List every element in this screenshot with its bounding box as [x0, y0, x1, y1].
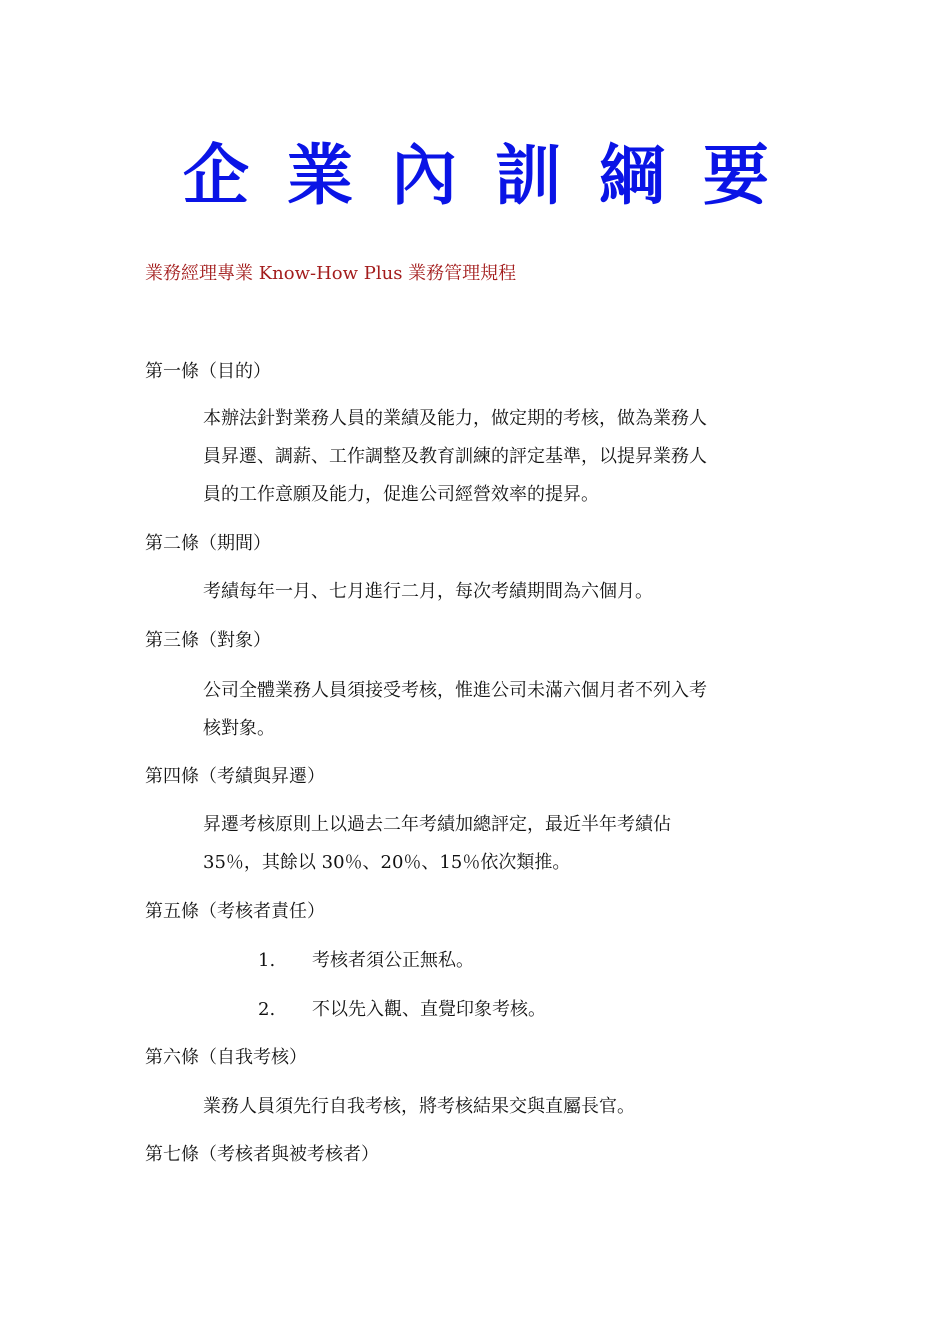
list-number: 1.	[258, 950, 276, 971]
article-body	[203, 1088, 748, 1126]
body-line: 核對象。	[203, 718, 275, 739]
body-line: 昇遷考核原則上以過去二年考績加總評定，最近半年考績佔	[203, 814, 671, 835]
list-text: 不以先入觀、直覺印象考核。	[312, 999, 546, 1020]
list-number: 2.	[258, 999, 276, 1020]
article-heading: 第六條（自我考核）	[145, 1047, 307, 1068]
body-line: 公司全體業務人員須接受考核，惟進公司未滿六個月者不列入考	[203, 680, 707, 701]
list-item	[258, 996, 546, 1024]
article-heading: 第四條（考績與昇遷）	[145, 766, 325, 787]
article-heading: 第三條（對象）	[145, 630, 271, 651]
article-heading: 第一條（目的）	[145, 361, 271, 382]
body-line: 35％，其餘以 30％、20％、15％依次類推。	[203, 852, 571, 873]
article-body	[203, 400, 748, 514]
body-line: 員昇遷、調薪、工作調整及教育訓練的評定基準，以提昇業務人	[203, 446, 707, 467]
body-line: 員的工作意願及能力，促進公司經營效率的提昇。	[203, 484, 599, 505]
article-body	[203, 806, 748, 882]
subtitle: 業務經理專業 Know-How Plus 業務管理規程	[145, 263, 517, 284]
article-body	[203, 573, 748, 611]
body-line: 考績每年一月、七月進行二月，每次考績期間為六個月。	[203, 581, 653, 602]
body-line: 業務人員須先行自我考核，將考核結果交與直屬長官。	[203, 1096, 635, 1117]
list-item	[258, 947, 474, 975]
article-body	[203, 672, 748, 748]
article-heading: 第五條（考核者責任）	[145, 901, 325, 922]
body-line: 本辦法針對業務人員的業績及能力，做定期的考核，做為業務人	[203, 408, 707, 429]
article-heading: 第二條（期間）	[145, 533, 271, 554]
page-title: 企業內訓綱要	[183, 137, 807, 214]
article-heading: 第七條（考核者與被考核者）	[145, 1144, 379, 1165]
list-text: 考核者須公正無私。	[312, 950, 474, 971]
